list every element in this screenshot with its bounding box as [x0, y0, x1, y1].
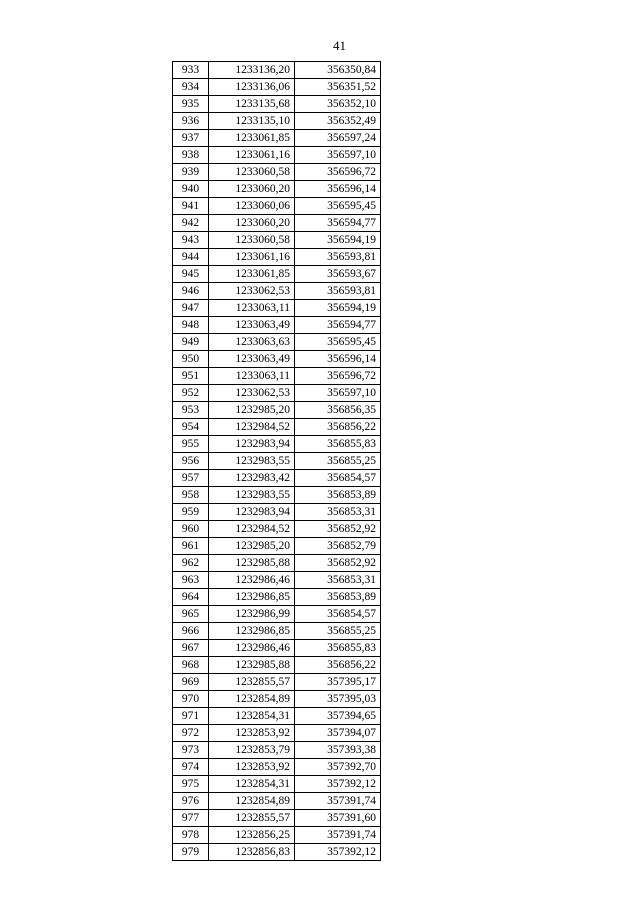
point-number-cell: 969: [173, 674, 209, 691]
table-row: [173, 266, 381, 283]
x-coordinate-cell: 1232854,31: [209, 776, 295, 793]
point-number-cell: 968: [173, 657, 209, 674]
y-coordinate-cell: 356596,72: [295, 368, 381, 385]
x-coordinate-cell: 1232986,85: [209, 589, 295, 606]
x-coordinate-cell: 1232984,52: [209, 521, 295, 538]
x-coordinate-cell: 1232985,88: [209, 555, 295, 572]
table-row: [173, 436, 381, 453]
table-row: [173, 215, 381, 232]
point-number-cell: 961: [173, 538, 209, 555]
point-number-cell: 938: [173, 147, 209, 164]
y-coordinate-cell: 356853,31: [295, 504, 381, 521]
point-number-cell: 934: [173, 79, 209, 96]
y-coordinate-cell: 356856,22: [295, 419, 381, 436]
point-number-cell: 979: [173, 844, 209, 861]
x-coordinate-cell: 1232854,89: [209, 691, 295, 708]
table-row: [173, 759, 381, 776]
x-coordinate-cell: 1232986,46: [209, 640, 295, 657]
table-row: [173, 232, 381, 249]
x-coordinate-cell: 1233135,10: [209, 113, 295, 130]
point-number-cell: 952: [173, 385, 209, 402]
coordinates-table: [172, 61, 381, 861]
y-coordinate-cell: 356352,10: [295, 96, 381, 113]
y-coordinate-cell: 356351,52: [295, 79, 381, 96]
point-number-cell: 937: [173, 130, 209, 147]
x-coordinate-cell: 1233061,85: [209, 130, 295, 147]
y-coordinate-cell: 356596,72: [295, 164, 381, 181]
table-row: [173, 793, 381, 810]
table-row: [173, 181, 381, 198]
table-row: [173, 113, 381, 130]
x-coordinate-cell: 1233063,49: [209, 351, 295, 368]
x-coordinate-cell: 1232984,52: [209, 419, 295, 436]
y-coordinate-cell: 356593,81: [295, 249, 381, 266]
y-coordinate-cell: 356854,57: [295, 470, 381, 487]
table-row: [173, 249, 381, 266]
x-coordinate-cell: 1232853,92: [209, 725, 295, 742]
table-row: [173, 844, 381, 861]
y-coordinate-cell: 356854,57: [295, 606, 381, 623]
x-coordinate-cell: 1232986,99: [209, 606, 295, 623]
table-row: [173, 810, 381, 827]
point-number-cell: 951: [173, 368, 209, 385]
point-number-cell: 960: [173, 521, 209, 538]
y-coordinate-cell: 356593,81: [295, 283, 381, 300]
y-coordinate-cell: 356855,25: [295, 453, 381, 470]
point-number-cell: 940: [173, 181, 209, 198]
point-number-cell: 966: [173, 623, 209, 640]
table-row: [173, 623, 381, 640]
table-row: [173, 419, 381, 436]
y-coordinate-cell: 357393,38: [295, 742, 381, 759]
point-number-cell: 975: [173, 776, 209, 793]
y-coordinate-cell: 356596,14: [295, 351, 381, 368]
x-coordinate-cell: 1233060,58: [209, 232, 295, 249]
point-number-cell: 971: [173, 708, 209, 725]
x-coordinate-cell: 1233063,11: [209, 300, 295, 317]
point-number-cell: 964: [173, 589, 209, 606]
table-row: [173, 657, 381, 674]
x-coordinate-cell: 1233061,16: [209, 147, 295, 164]
table-row: [173, 198, 381, 215]
x-coordinate-cell: 1232855,57: [209, 674, 295, 691]
y-coordinate-cell: 356852,92: [295, 555, 381, 572]
table-row: [173, 300, 381, 317]
x-coordinate-cell: 1233063,11: [209, 368, 295, 385]
point-number-cell: 962: [173, 555, 209, 572]
table-row: [173, 708, 381, 725]
point-number-cell: 978: [173, 827, 209, 844]
x-coordinate-cell: 1232856,83: [209, 844, 295, 861]
point-number-cell: 967: [173, 640, 209, 657]
point-number-cell: 963: [173, 572, 209, 589]
point-number-cell: 974: [173, 759, 209, 776]
point-number-cell: 941: [173, 198, 209, 215]
y-coordinate-cell: 356852,79: [295, 538, 381, 555]
table-row: [173, 62, 381, 79]
point-number-cell: 955: [173, 436, 209, 453]
x-coordinate-cell: 1233136,06: [209, 79, 295, 96]
table-row: [173, 368, 381, 385]
y-coordinate-cell: 356352,49: [295, 113, 381, 130]
table-row: [173, 147, 381, 164]
point-number-cell: 954: [173, 419, 209, 436]
point-number-cell: 942: [173, 215, 209, 232]
y-coordinate-cell: 357392,12: [295, 844, 381, 861]
table-row: [173, 334, 381, 351]
x-coordinate-cell: 1233063,63: [209, 334, 295, 351]
table-row: [173, 589, 381, 606]
table-row: [173, 555, 381, 572]
point-number-cell: 956: [173, 453, 209, 470]
y-coordinate-cell: 356594,19: [295, 300, 381, 317]
x-coordinate-cell: 1232853,92: [209, 759, 295, 776]
x-coordinate-cell: 1232983,55: [209, 453, 295, 470]
point-number-cell: 939: [173, 164, 209, 181]
y-coordinate-cell: 357395,03: [295, 691, 381, 708]
point-number-cell: 948: [173, 317, 209, 334]
table-row: [173, 487, 381, 504]
y-coordinate-cell: 356597,24: [295, 130, 381, 147]
table-row: [173, 402, 381, 419]
y-coordinate-cell: 356856,35: [295, 402, 381, 419]
y-coordinate-cell: 356852,92: [295, 521, 381, 538]
point-number-cell: 943: [173, 232, 209, 249]
point-number-cell: 946: [173, 283, 209, 300]
table-row: [173, 521, 381, 538]
x-coordinate-cell: 1232983,94: [209, 504, 295, 521]
x-coordinate-cell: 1232854,31: [209, 708, 295, 725]
table-row: [173, 606, 381, 623]
point-number-cell: 950: [173, 351, 209, 368]
y-coordinate-cell: 357391,74: [295, 793, 381, 810]
table-row: [173, 640, 381, 657]
x-coordinate-cell: 1232986,46: [209, 572, 295, 589]
table-row: [173, 385, 381, 402]
point-number-cell: 945: [173, 266, 209, 283]
table-row: [173, 164, 381, 181]
point-number-cell: 972: [173, 725, 209, 742]
x-coordinate-cell: 1232985,20: [209, 402, 295, 419]
point-number-cell: 935: [173, 96, 209, 113]
point-number-cell: 973: [173, 742, 209, 759]
point-number-cell: 959: [173, 504, 209, 521]
y-coordinate-cell: 356595,45: [295, 334, 381, 351]
y-coordinate-cell: 357392,12: [295, 776, 381, 793]
table-row: [173, 742, 381, 759]
point-number-cell: 933: [173, 62, 209, 79]
x-coordinate-cell: 1232986,85: [209, 623, 295, 640]
point-number-cell: 970: [173, 691, 209, 708]
table-row: [173, 538, 381, 555]
x-coordinate-cell: 1233135,68: [209, 96, 295, 113]
point-number-cell: 944: [173, 249, 209, 266]
table-row: [173, 317, 381, 334]
table-row: [173, 691, 381, 708]
point-number-cell: 947: [173, 300, 209, 317]
table-row: [173, 351, 381, 368]
y-coordinate-cell: 357394,07: [295, 725, 381, 742]
x-coordinate-cell: 1233060,06: [209, 198, 295, 215]
y-coordinate-cell: 356597,10: [295, 385, 381, 402]
y-coordinate-cell: 356855,83: [295, 436, 381, 453]
point-number-cell: 953: [173, 402, 209, 419]
point-number-cell: 936: [173, 113, 209, 130]
x-coordinate-cell: 1233061,85: [209, 266, 295, 283]
x-coordinate-cell: 1232853,79: [209, 742, 295, 759]
y-coordinate-cell: 356594,77: [295, 215, 381, 232]
y-coordinate-cell: 356350,84: [295, 62, 381, 79]
x-coordinate-cell: 1233062,53: [209, 283, 295, 300]
point-number-cell: 957: [173, 470, 209, 487]
x-coordinate-cell: 1232983,42: [209, 470, 295, 487]
y-coordinate-cell: 356856,22: [295, 657, 381, 674]
table-row: [173, 130, 381, 147]
point-number-cell: 965: [173, 606, 209, 623]
x-coordinate-cell: 1233060,20: [209, 181, 295, 198]
x-coordinate-cell: 1232983,55: [209, 487, 295, 504]
table-row: [173, 572, 381, 589]
table-row: [173, 470, 381, 487]
table-row: [173, 79, 381, 96]
y-coordinate-cell: 356595,45: [295, 198, 381, 215]
y-coordinate-cell: 356855,25: [295, 623, 381, 640]
y-coordinate-cell: 357392,70: [295, 759, 381, 776]
y-coordinate-cell: 357391,74: [295, 827, 381, 844]
y-coordinate-cell: 356596,14: [295, 181, 381, 198]
x-coordinate-cell: 1232985,88: [209, 657, 295, 674]
x-coordinate-cell: 1233136,20: [209, 62, 295, 79]
point-number-cell: 958: [173, 487, 209, 504]
y-coordinate-cell: 356593,67: [295, 266, 381, 283]
y-coordinate-cell: 356594,77: [295, 317, 381, 334]
x-coordinate-cell: 1232856,25: [209, 827, 295, 844]
table-row: [173, 504, 381, 521]
x-coordinate-cell: 1232985,20: [209, 538, 295, 555]
x-coordinate-cell: 1233060,58: [209, 164, 295, 181]
x-coordinate-cell: 1232854,89: [209, 793, 295, 810]
page-number: 41: [333, 38, 346, 53]
x-coordinate-cell: 1233061,16: [209, 249, 295, 266]
y-coordinate-cell: 357391,60: [295, 810, 381, 827]
point-number-cell: 976: [173, 793, 209, 810]
y-coordinate-cell: 356594,19: [295, 232, 381, 249]
y-coordinate-cell: 357395,17: [295, 674, 381, 691]
y-coordinate-cell: 356597,10: [295, 147, 381, 164]
table-row: [173, 283, 381, 300]
y-coordinate-cell: 356853,89: [295, 589, 381, 606]
table-row: [173, 827, 381, 844]
x-coordinate-cell: 1233063,49: [209, 317, 295, 334]
coordinates-table-body: [173, 62, 381, 861]
y-coordinate-cell: 356855,83: [295, 640, 381, 657]
x-coordinate-cell: 1232855,57: [209, 810, 295, 827]
table-row: [173, 96, 381, 113]
y-coordinate-cell: 356853,89: [295, 487, 381, 504]
table-row: [173, 674, 381, 691]
y-coordinate-cell: 357394,65: [295, 708, 381, 725]
table-row: [173, 725, 381, 742]
point-number-cell: 949: [173, 334, 209, 351]
table-row: [173, 453, 381, 470]
y-coordinate-cell: 356853,31: [295, 572, 381, 589]
x-coordinate-cell: 1233060,20: [209, 215, 295, 232]
x-coordinate-cell: 1233062,53: [209, 385, 295, 402]
table-row: [173, 776, 381, 793]
x-coordinate-cell: 1232983,94: [209, 436, 295, 453]
point-number-cell: 977: [173, 810, 209, 827]
